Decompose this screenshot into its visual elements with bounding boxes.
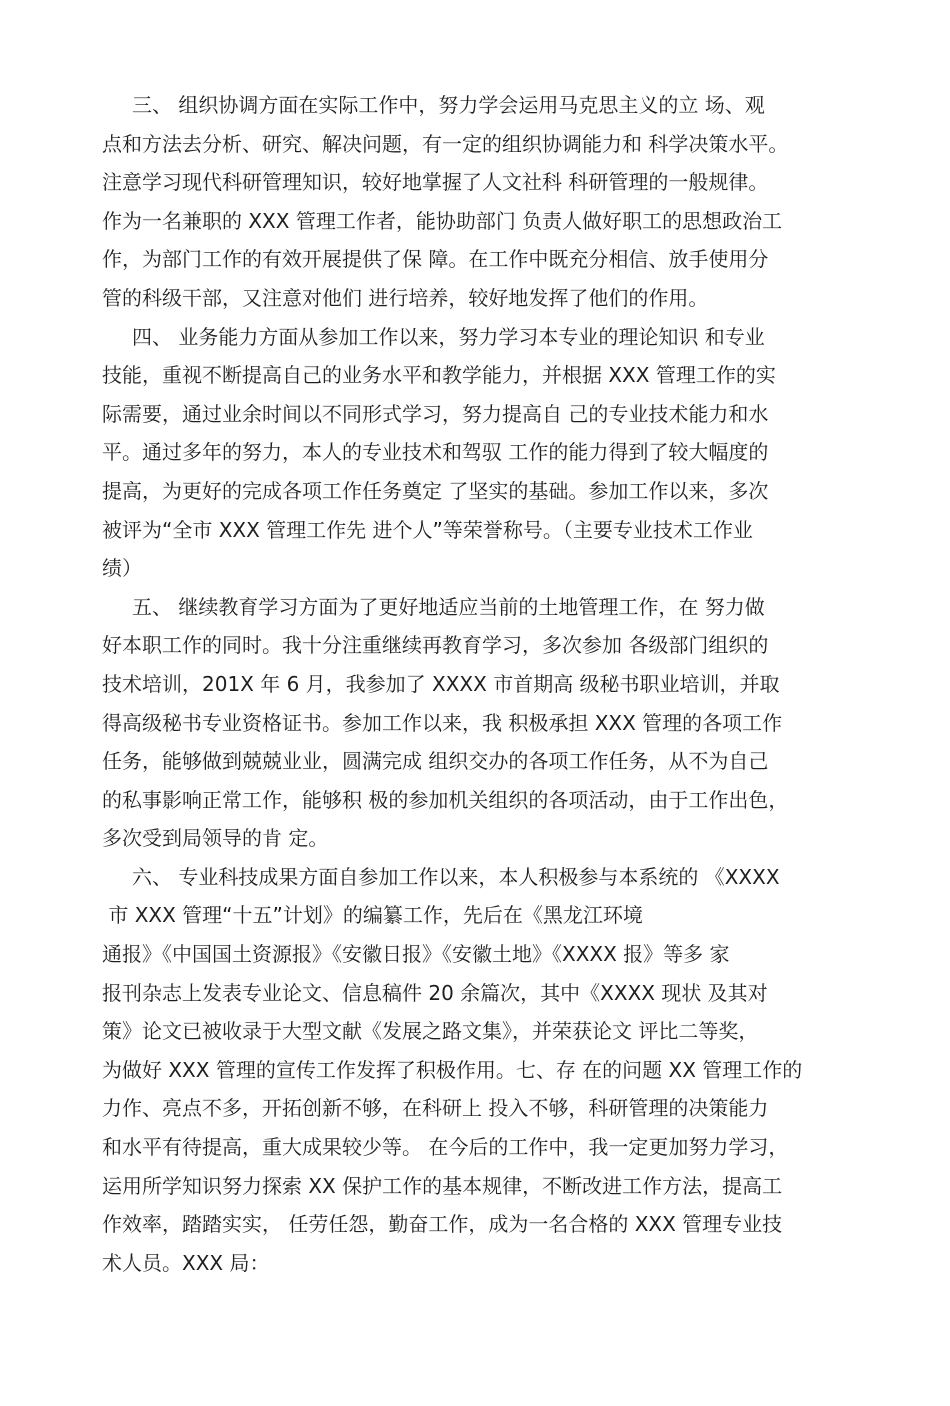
paragraph-line: 际需要，通过业余时间以不同形式学习，努力提高自 己的专业技术能力和水 <box>102 401 769 426</box>
paragraph-line: 和水平有待提高，重大成果较少等。 在今后的工作中，我一定更加努力学习， <box>102 1135 789 1160</box>
paragraph-line: 力作、亮点不多，开拓创新不够，在科研上 投入不够，科研管理的决策能力 <box>102 1096 769 1121</box>
paragraph-line: 作效率，踏踏实实， 任劳任怨，勤奋工作，成为一名合格的 XXX 管理专业技 <box>102 1212 783 1237</box>
paragraph-line: 作，为部门工作的有效开展提供了保 障。在工作中既充分相信、放手使用分 <box>102 247 769 272</box>
paragraph-line: 管的科级干部，又注意对他们 进行培养，较好地发挥了他们的作用。 <box>102 285 709 310</box>
paragraph-line: 技能，重视不断提高自己的业务水平和教学能力，并根据 XXX 管理工作的实 <box>102 363 776 388</box>
paragraph-line: 技术培训，201X 年 6 月，我参加了 XXXX 市首期高 级秘书职业培训，并取 <box>102 671 780 696</box>
paragraph-line: 被评为“全市 XXX 管理工作先 进个人”等荣誉称号。（主要专业技术工作业 <box>102 517 753 542</box>
paragraph-line: 策》论文已被收录于大型文献《发展之路文集》，并荣获论文 评比二等奖， <box>102 1019 759 1044</box>
paragraph-line: 提高，为更好的完成各项工作任务奠定 了坚实的基础。参加工作以来，多次 <box>102 478 769 503</box>
paragraph-line: 四、 业务能力方面从参加工作以来，努力学习本专业的理论知识 和专业 <box>132 324 765 349</box>
paragraph-line: 好本职工作的同时。我十分注重继续再教育学习，多次参加 各级部门组织的 <box>102 633 769 658</box>
paragraph-line: 运用所学知识努力探索 XX 保护工作的基本规律，不断改进工作方法，提高工 <box>102 1173 783 1198</box>
paragraph-line: 术人员。XXX 局： <box>102 1250 270 1275</box>
paragraph-line: 注意学习现代科研管理知识，较好地掌握了人文社科 科研管理的一般规律。 <box>102 170 769 195</box>
paragraph-line: 六、 专业科技成果方面自参加工作以来，本人积极参与本系统的 《XXXX <box>132 864 780 889</box>
paragraph-line: 为做好 XXX 管理的宣传工作发挥了积极作用。七、存 在的问题 XX 管理工作的 <box>102 1057 803 1082</box>
paragraph-line: 得高级秘书专业资格证书。参加工作以来，我 积极承担 XXX 管理的各项工作 <box>102 710 783 735</box>
paragraph-line: 作为一名兼职的 XXX 管理工作者，能协助部门 负责人做好职工的思想政治工 <box>102 208 783 233</box>
document-body <box>102 86 862 1282</box>
paragraph-line: 任务，能够做到兢兢业业，圆满完成 组织交办的各项工作任务，从不为自己 <box>102 749 769 774</box>
paragraph-line: 三、 组织协调方面在实际工作中，努力学会运用马克思主义的立 场、观 <box>132 93 765 117</box>
paragraph-line: 绩） <box>102 556 142 581</box>
paragraph-line: 五、 继续教育学习方面为了更好地适应当前的土地管理工作，在 努力做 <box>132 594 765 619</box>
paragraph-line: 点和方法去分析、研究、解决问题，有一定的组织协调能力和 科学决策水平。 <box>102 131 789 156</box>
paragraph-line: 多次受到局领导的肯 定。 <box>102 826 329 851</box>
paragraph-line: 报刊杂志上发表专业论文、信息稿件 20 余篇次，其中《XXXX 现状 及其对 <box>102 980 768 1005</box>
paragraph-line: 通报》《中国国土资源报》《安徽日报》《安徽土地》《XXXX 报》等多 家 <box>102 942 730 967</box>
paragraph-line: 的私事影响正常工作，能够积 极的参加机关组织的各项活动，由于工作出色， <box>102 787 789 812</box>
paragraph-line: 平。通过多年的努力，本人的专业技术和驾驭 工作的能力得到了较大幅度的 <box>102 440 769 465</box>
paragraph-line: 市 XXX 管理“十五”计划》的编纂工作，先后在《黑龙江环境 <box>102 903 643 928</box>
